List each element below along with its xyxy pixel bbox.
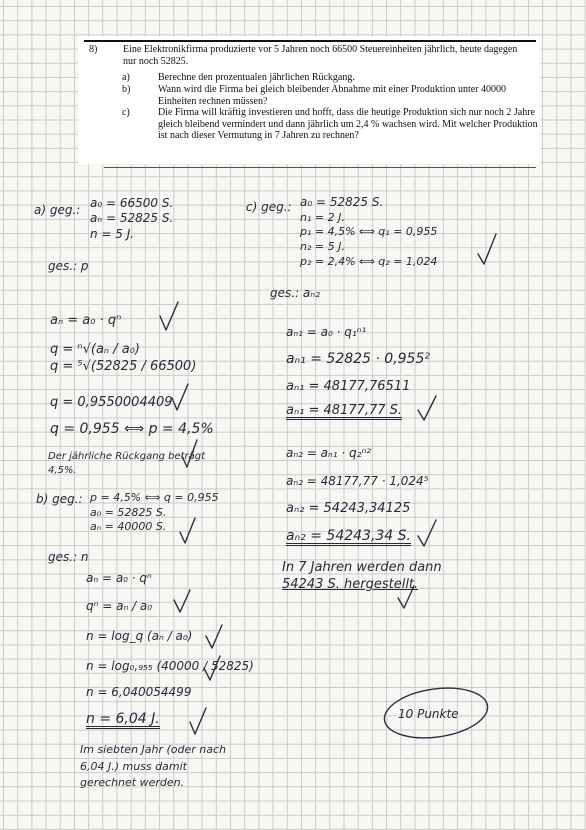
a-line-1: aₙ = a₀ · qⁿ [50, 313, 122, 328]
a-line-2: q = ⁿ√(aₙ / a₀) [50, 342, 140, 357]
b-line-4: n = log₀,₉₅₅ (40000 / 52825) [86, 659, 254, 673]
a-conclusion-1: Der jährliche Rückgang beträgt [48, 451, 206, 462]
task-part-text: Wann wird die Firma bei gleich bleibender Abnahme mit einer Produktion unter 40000 Einheiten rechnen müssen? [158, 84, 507, 107]
task-part-label: c) [122, 107, 130, 118]
c-given-3: p₁ = 4,5% ⟺ q₁ = 0,955 [300, 225, 438, 238]
c-line-8: aₙ₂ = 54243,34 S. [286, 528, 411, 544]
a-given-2: aₙ = 52825 S. [90, 211, 174, 225]
task-part-label: b) [122, 84, 131, 95]
a-given-1: a₀ = 66500 S. [90, 196, 174, 210]
b-line-5: n = 6,040054499 [86, 685, 192, 699]
b-conclusion-1: Im siebten Jahr (oder nach [80, 743, 227, 756]
b-line-2: qⁿ = aₙ / a₀ [86, 599, 153, 613]
a-sought: ges.: p [48, 259, 89, 273]
b-sought: ges.: n [48, 550, 89, 564]
b-line-3: n = log_q (aₙ / a₀) [86, 629, 193, 643]
score-text: 10 Punkte [398, 707, 459, 721]
checkmark-icon [478, 234, 496, 264]
checkmark-icon [180, 518, 195, 543]
checkmark-icon [418, 520, 436, 546]
a-line-3: q = ⁵√(52825 / 66500) [50, 359, 197, 374]
a-conclusion-2: 4,5%. [48, 465, 77, 476]
a-given-label: a) geg.: [34, 203, 81, 217]
c-line-5: aₙ₂ = aₙ₁ · q₂ⁿ² [286, 446, 372, 460]
c-given-label: c) geg.: [246, 200, 292, 214]
c-given-1: a₀ = 52825 S. [300, 195, 384, 209]
b-given-1: p = 4,5% ⟺ q = 0,955 [90, 491, 219, 504]
a-line-5: q = 0,955 ⟺ p = 4,5% [50, 421, 214, 437]
c-line-1: aₙ₁ = a₀ · q₁ⁿ¹ [286, 325, 367, 339]
a-given-3: n = 5 J. [90, 227, 135, 241]
checkmark-icon [206, 625, 222, 648]
checkmark-icon [418, 396, 436, 420]
b-given-2: a₀ = 52825 S. [90, 506, 167, 519]
c-conclusion-1: In 7 Jahren werden dann [282, 560, 442, 575]
c-line-2: aₙ₁ = 52825 · 0,955² [286, 351, 430, 367]
checkmark-icon [172, 384, 188, 410]
b-conclusion-2: 6,04 J.) muss damit [80, 760, 187, 773]
c-line-3: aₙ₁ = 48177,76511 [286, 379, 411, 394]
b-given-3: aₙ = 40000 S. [90, 520, 167, 533]
a-line-4: q = 0,9550004409 [50, 395, 173, 410]
checkmark-icon [174, 590, 190, 612]
task-part-label: a) [122, 72, 130, 83]
checkmark-icon [190, 708, 206, 734]
b-line-6: n = 6,04 J. [86, 711, 160, 727]
c-given-2: n₁ = 2 J. [300, 211, 345, 224]
b-line-1: aₙ = a₀ · qⁿ [86, 571, 152, 585]
c-line-4: aₙ₁ = 48177,77 S. [286, 403, 403, 418]
c-line-7: aₙ₂ = 54243,34125 [286, 501, 411, 516]
c-sought: ges.: aₙ₂ [270, 286, 320, 300]
checkmark-icon [182, 440, 197, 467]
task-number: 8) [89, 44, 98, 55]
score-circle [381, 682, 491, 744]
checkmark-icon [398, 586, 414, 608]
task-part-text: Die Firma will kräftig investieren und hofft, dass die heutige Produktion sich nur noch 2 Jahre gleich bleibend vermindert und dann jährlich um 2,4 % wachsen wird. Mit welcher Produktion ist nach dieser Vermutung in 7 Jahren zu rechnen? [158, 107, 538, 141]
b-conclusion-3: gerechnet werden. [80, 776, 185, 789]
c-given-5: p₂ = 2,4% ⟺ q₂ = 1,024 [300, 255, 438, 268]
c-line-6: aₙ₂ = 48177,77 · 1,024⁵ [286, 474, 429, 488]
c-given-4: n₂ = 5 J. [300, 240, 345, 253]
task-part-text: Berechne den prozentualen jährlichen Rückgang. [158, 72, 355, 83]
c-conclusion-2-text: 54243 S. hergestellt. [282, 577, 419, 592]
checkmark-icon [160, 302, 178, 330]
checkmark-icon [204, 656, 220, 680]
task-intro: Eine Elektronikfirma produzierte vor 5 Jahren noch 66500 Steuereinheiten jährlich, heute dagegen nur noch 52825. [123, 44, 518, 67]
b-given-label: b) geg.: [36, 492, 83, 506]
